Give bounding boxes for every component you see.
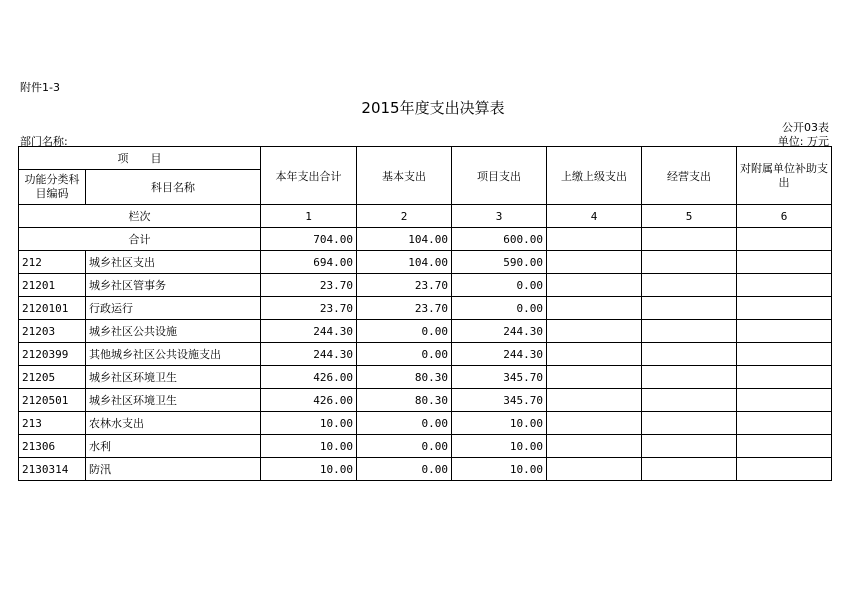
- row-name: 防汛: [86, 458, 261, 481]
- header-item: 项 目: [19, 147, 261, 170]
- header-subsidy: 对附属单位补助支出: [737, 147, 832, 205]
- row-subsidy: [737, 412, 832, 435]
- header-func-code: 功能分类科目编码: [19, 170, 86, 205]
- table-row: [19, 412, 832, 435]
- column-num: 6: [737, 205, 832, 228]
- row-basic: 0.00: [357, 458, 452, 481]
- row-business: [642, 458, 737, 481]
- column-num: 5: [642, 205, 737, 228]
- table-row: [19, 366, 832, 389]
- row-name: 农林水支出: [86, 412, 261, 435]
- row-code: 2130314: [19, 458, 86, 481]
- page-title: 2015年度支出决算表: [361, 99, 505, 117]
- form-code: 公开03表: [782, 121, 829, 134]
- column-num: 3: [452, 205, 547, 228]
- row-subsidy: [737, 458, 832, 481]
- table-row: [19, 297, 832, 320]
- row-subsidy: [737, 251, 832, 274]
- row-upper: [547, 458, 642, 481]
- row-project: 10.00: [452, 412, 547, 435]
- row-business: [642, 389, 737, 412]
- column-num: 4: [547, 205, 642, 228]
- row-basic: 0.00: [357, 320, 452, 343]
- total-business: [642, 228, 737, 251]
- row-business: [642, 435, 737, 458]
- row-total: 244.30: [261, 320, 357, 343]
- table-row: [19, 274, 832, 297]
- row-basic: 23.70: [357, 297, 452, 320]
- row-subsidy: [737, 297, 832, 320]
- row-business: [642, 251, 737, 274]
- header-business: 经营支出: [642, 147, 737, 205]
- row-basic: 80.30: [357, 389, 452, 412]
- row-total: 10.00: [261, 412, 357, 435]
- row-upper: [547, 412, 642, 435]
- row-name: 其他城乡社区公共设施支出: [86, 343, 261, 366]
- row-code: 2120101: [19, 297, 86, 320]
- header-basic: 基本支出: [357, 147, 452, 205]
- table-row: [19, 320, 832, 343]
- header-project: 项目支出: [452, 147, 547, 205]
- row-business: [642, 297, 737, 320]
- row-project: 0.00: [452, 274, 547, 297]
- row-name: 城乡社区支出: [86, 251, 261, 274]
- row-name: 城乡社区公共设施: [86, 320, 261, 343]
- row-total: 10.00: [261, 435, 357, 458]
- total-project: 600.00: [452, 228, 547, 251]
- row-project: 10.00: [452, 458, 547, 481]
- row-code: 2120399: [19, 343, 86, 366]
- row-code: 21306: [19, 435, 86, 458]
- row-business: [642, 274, 737, 297]
- row-total: 426.00: [261, 389, 357, 412]
- unit-label: 单位: 万元: [777, 135, 829, 148]
- row-business: [642, 320, 737, 343]
- row-project: 590.00: [452, 251, 547, 274]
- row-business: [642, 412, 737, 435]
- column-num: 1: [261, 205, 357, 228]
- attachment-label: 附件1-3: [20, 81, 60, 94]
- expenditure-table: [18, 146, 832, 481]
- total-amount: 704.00: [261, 228, 357, 251]
- header-upper: 上缴上级支出: [547, 147, 642, 205]
- row-code: 21205: [19, 366, 86, 389]
- table-row: [19, 458, 832, 481]
- row-upper: [547, 435, 642, 458]
- row-basic: 0.00: [357, 435, 452, 458]
- row-subsidy: [737, 343, 832, 366]
- row-code: 213: [19, 412, 86, 435]
- column-num: 2: [357, 205, 452, 228]
- row-upper: [547, 389, 642, 412]
- row-name: 城乡社区环境卫生: [86, 389, 261, 412]
- row-project: 345.70: [452, 389, 547, 412]
- table-row: [19, 251, 832, 274]
- row-basic: 23.70: [357, 274, 452, 297]
- row-upper: [547, 251, 642, 274]
- row-basic: 80.30: [357, 366, 452, 389]
- row-subsidy: [737, 389, 832, 412]
- department-label: 部门名称:: [20, 135, 68, 148]
- row-business: [642, 366, 737, 389]
- row-project: 10.00: [452, 435, 547, 458]
- row-subsidy: [737, 366, 832, 389]
- table-row: [19, 343, 832, 366]
- row-code: 212: [19, 251, 86, 274]
- column-number-row: [19, 205, 832, 228]
- total-upper: [547, 228, 642, 251]
- row-code: 21201: [19, 274, 86, 297]
- table-row: [19, 435, 832, 458]
- row-total: 10.00: [261, 458, 357, 481]
- row-total: 23.70: [261, 297, 357, 320]
- row-code: 21203: [19, 320, 86, 343]
- row-upper: [547, 297, 642, 320]
- row-project: 345.70: [452, 366, 547, 389]
- row-project: 0.00: [452, 297, 547, 320]
- row-upper: [547, 366, 642, 389]
- column-label: 栏次: [19, 205, 261, 228]
- row-total: 23.70: [261, 274, 357, 297]
- total-subsidy: [737, 228, 832, 251]
- row-name: 行政运行: [86, 297, 261, 320]
- row-upper: [547, 274, 642, 297]
- total-label: 合计: [19, 228, 261, 251]
- table-row: [19, 389, 832, 412]
- row-name: 水利: [86, 435, 261, 458]
- row-total: 244.30: [261, 343, 357, 366]
- row-subsidy: [737, 274, 832, 297]
- row-business: [642, 343, 737, 366]
- header-subject-name: 科目名称: [86, 170, 261, 205]
- row-basic: 104.00: [357, 251, 452, 274]
- row-name: 城乡社区环境卫生: [86, 366, 261, 389]
- row-code: 2120501: [19, 389, 86, 412]
- total-basic: 104.00: [357, 228, 452, 251]
- row-upper: [547, 320, 642, 343]
- row-total: 426.00: [261, 366, 357, 389]
- row-upper: [547, 343, 642, 366]
- row-total: 694.00: [261, 251, 357, 274]
- row-basic: 0.00: [357, 412, 452, 435]
- row-subsidy: [737, 320, 832, 343]
- row-subsidy: [737, 435, 832, 458]
- row-basic: 0.00: [357, 343, 452, 366]
- total-row: [19, 228, 832, 251]
- header-total: 本年支出合计: [261, 147, 357, 205]
- row-project: 244.30: [452, 343, 547, 366]
- row-project: 244.30: [452, 320, 547, 343]
- header-row-1: [19, 147, 832, 170]
- row-name: 城乡社区管事务: [86, 274, 261, 297]
